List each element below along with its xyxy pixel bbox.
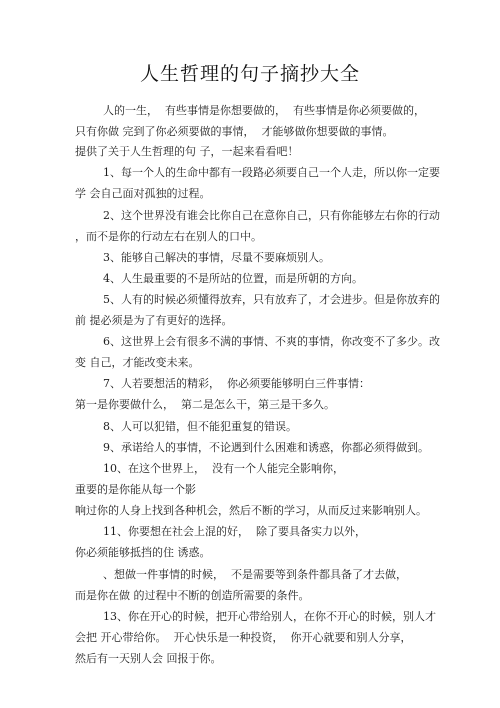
- body-line: 而是你在做 的过程中不断的创造所需要的条件。: [75, 589, 310, 602]
- body-line: 只有你做 完到了你必须要做的事情， 才能够做你想要做的事情。: [75, 125, 394, 138]
- body-line: 人的一生， 有些事情是你想要做的， 有些事情是你必须要做的，: [103, 104, 425, 117]
- body-line: 1、每一个人的生命中都有一段路必须要自己一个人走，所以你一定要: [103, 166, 440, 179]
- body-line: 你必须能够抵挡的住 诱惑。: [75, 546, 211, 559]
- body-line: 11、你要想在社会上混的好， 除了要具备实力以外，: [103, 525, 366, 538]
- body-line: 变 自己，才能改变未来。: [75, 356, 200, 369]
- body-line: 13、你在开心的时候，把开心带给别人，在你不开心的时候，别人才: [103, 610, 436, 623]
- body-line: 第一是你要做什么， 第二是怎么干，第三是干多久。: [75, 398, 335, 411]
- page-title: 人生哲理的句子摘抄大全: [139, 63, 360, 85]
- body-line: 响过你的人身上找到各种机会，然后不断的学习，从而反过来影响别人。: [75, 504, 427, 517]
- body-line: 6、这世界上会有很多不满的事情、不爽的事情，你改变不了多少。改: [103, 335, 440, 348]
- body-line: 8、人可以犯错，但不能犯重复的错误。: [103, 420, 297, 433]
- body-line: 提供了关于人生哲理的句 子，一起来看看吧！: [75, 145, 299, 158]
- body-line: 9、承诺给人的事情，不论遇到什么困难和诱惑，你都必须得做到。: [103, 441, 429, 454]
- body-line: 3、能够自己解决的事情，尽量不要麻烦别人。: [103, 251, 330, 264]
- body-line: 学 会自己面对孤独的过程。: [75, 187, 211, 200]
- body-line: 5、人有的时候必须懂得放弃，只有放弃了，才会进步。但是你放弃的: [103, 293, 440, 306]
- body-line: 7、人若要想活的精彩， 你必须要能够明白三件事情：: [103, 377, 370, 390]
- body-line: 4、人生最重要的不是所站的位置，而是所朝的方向。: [103, 272, 363, 285]
- body-line: 前 提必须是为了有更好的选择。: [75, 314, 233, 327]
- body-line: 会把 开心带给你。 开心快乐是一种投资， 你开心就要和别人分享，: [75, 631, 412, 644]
- body-line: 然后有一天别人会 回报于你。: [75, 652, 222, 665]
- body-line: 、想做一件事情的时候， 不是需要等到条件都具备了才去做，: [103, 568, 407, 581]
- body-line: ，而不是你的行动左右在别人的口中。: [75, 230, 262, 243]
- body-line: 2、这个世界没有谁会比你自己在意你自己，只有你能够左右你的行动: [103, 209, 440, 222]
- body-line: 10、在这个世界上， 没有一个人能完全影响你，: [103, 462, 344, 475]
- body-line: 重要的是你能从每一个影: [75, 483, 196, 496]
